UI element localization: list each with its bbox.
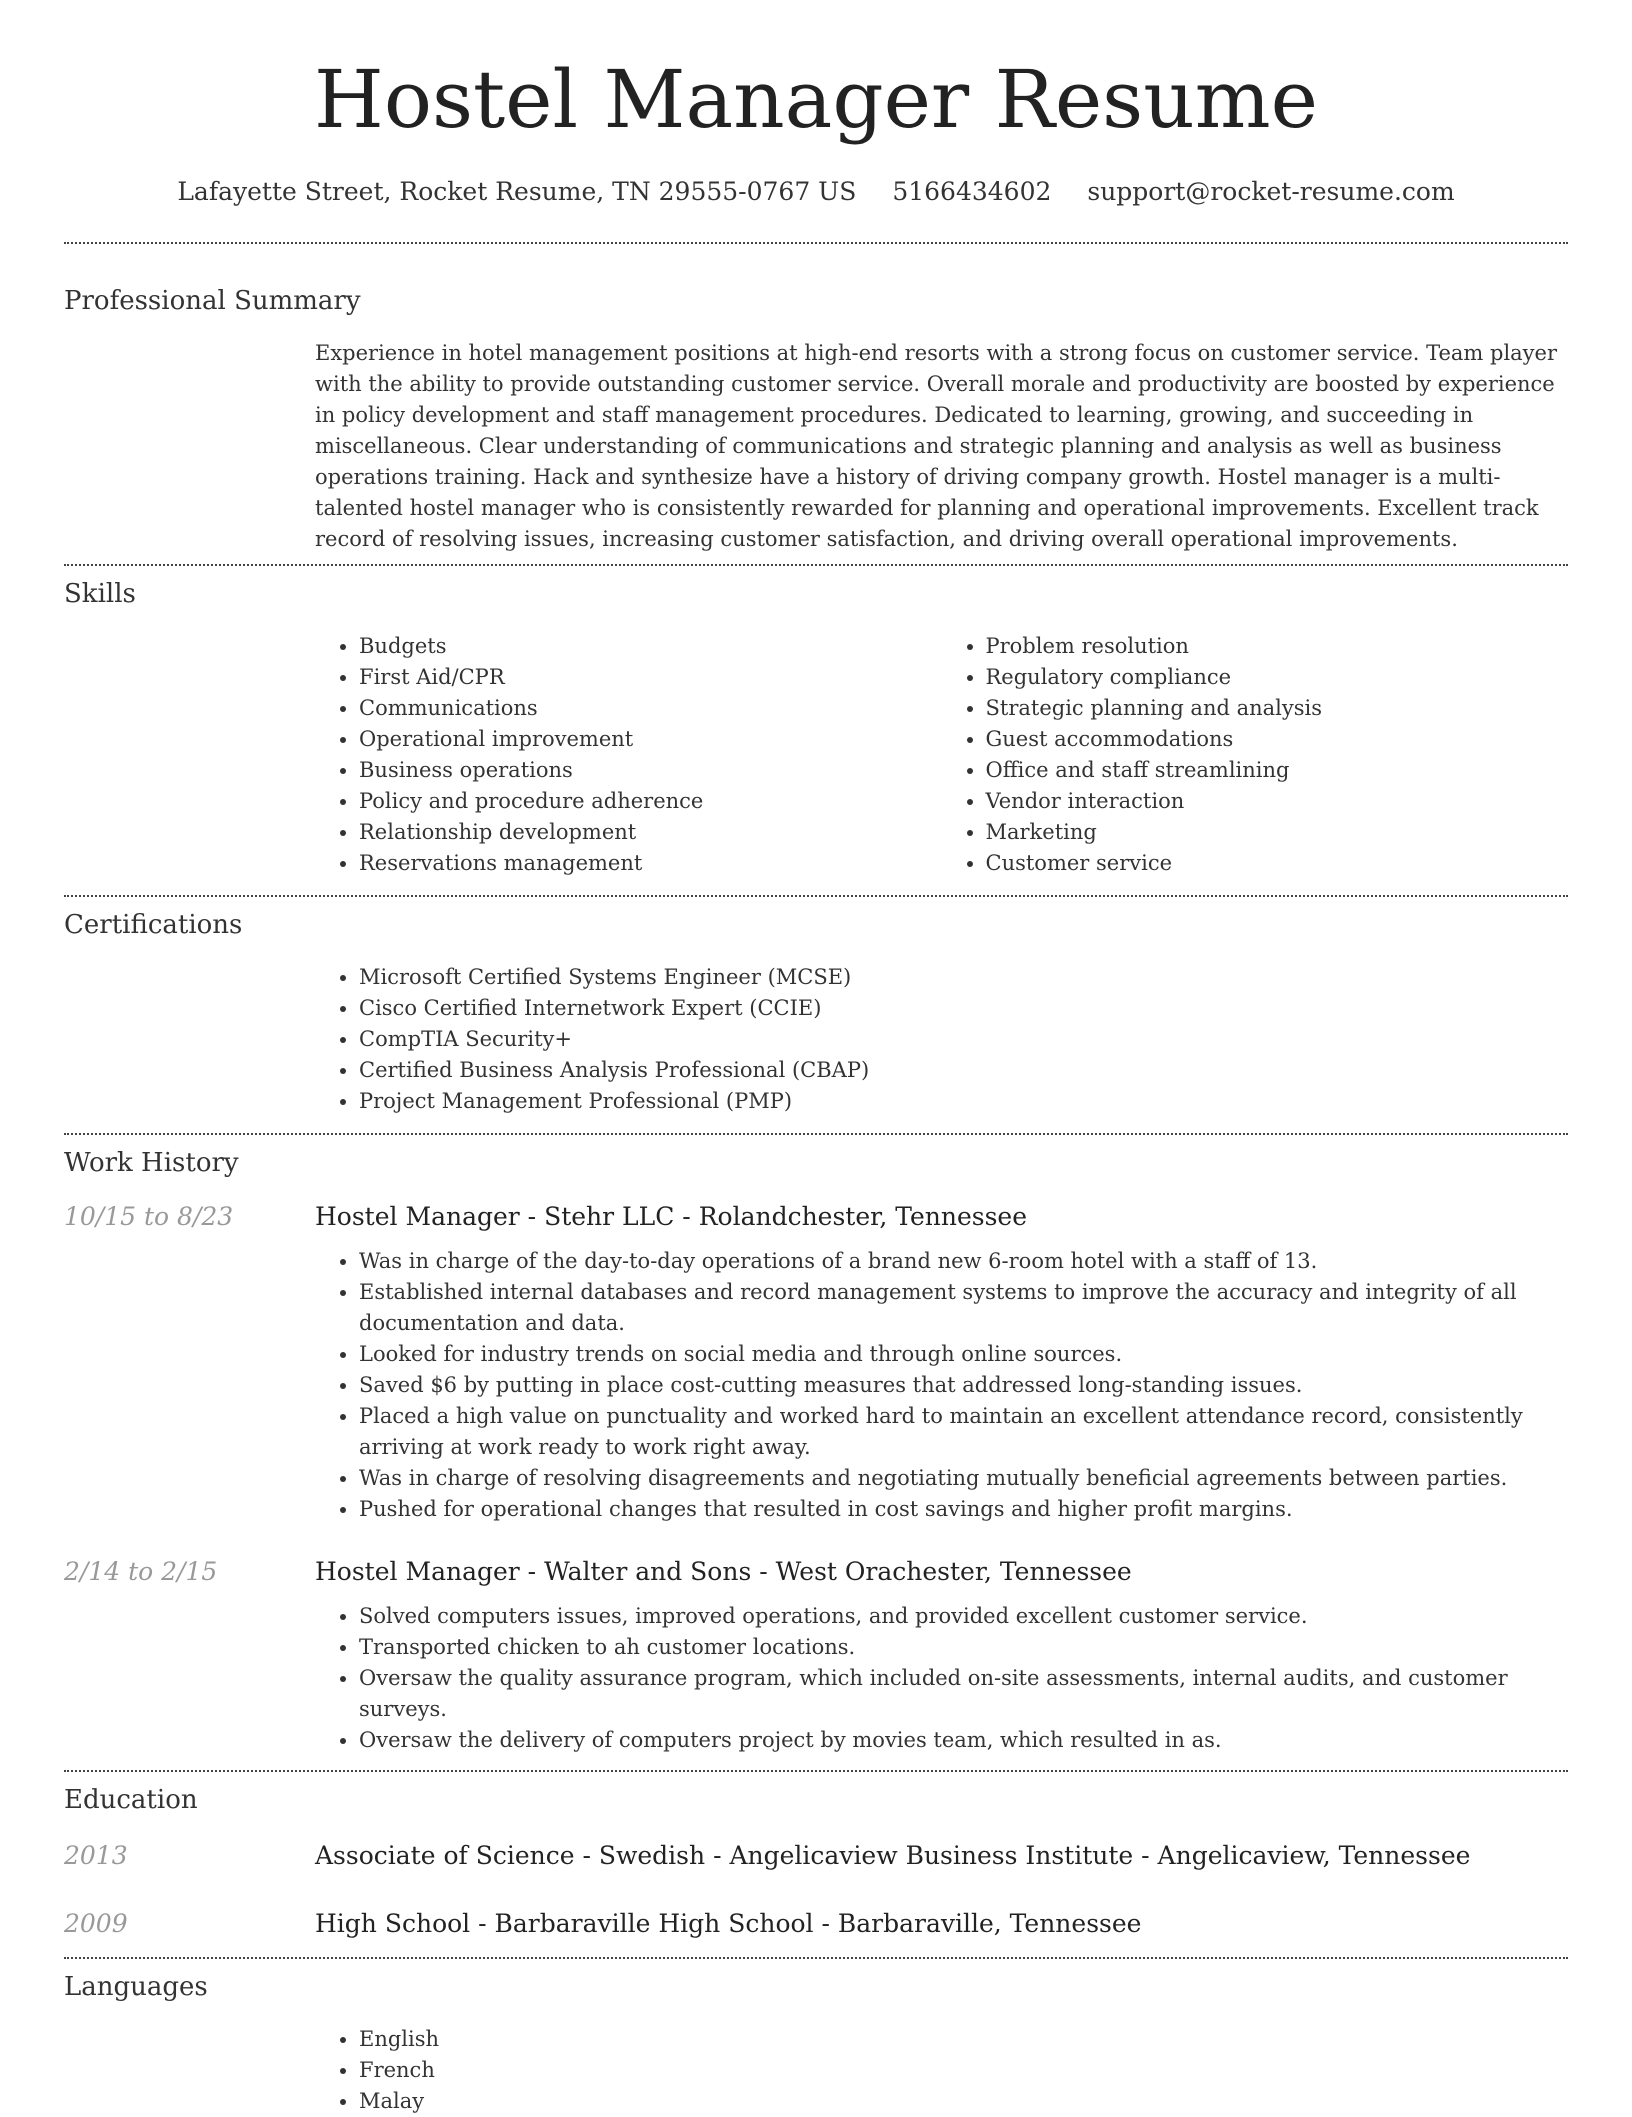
list-item: • Operational improvement <box>359 724 942 755</box>
summary-heading: Professional Summary <box>64 286 361 316</box>
certifications-heading: Certifications <box>64 910 243 940</box>
job-date: 10/15 to 8/23 <box>64 1202 234 1231</box>
contact-address: Lafayette Street, Rocket Resume, TN 29555-0767 US <box>177 177 857 206</box>
education-date: 2013 <box>64 1841 128 1870</box>
job-bullets <box>315 1246 1568 1525</box>
languages-section <box>64 1970 1568 2117</box>
certifications-section <box>64 908 1568 1117</box>
list-item: • Vendor interaction <box>986 786 1569 817</box>
languages-heading: Languages <box>64 1972 208 2002</box>
education-degree: High School <box>315 1909 471 1938</box>
education-section <box>64 1783 1568 1941</box>
list-item: • Cisco Certified Internetwork Expert (CCIE) <box>359 993 1568 1024</box>
job-entry <box>64 1555 1568 1756</box>
list-item: • Transported chicken to ah customer locations. <box>359 1632 1568 1663</box>
education-degree: Associate of Science - Swedish <box>315 1841 706 1870</box>
divider <box>64 242 1568 244</box>
list-item: • Solved computers issues, improved operations, and provided excellent customer service. <box>359 1601 1568 1632</box>
list-item: • English <box>359 2024 1568 2055</box>
contact-phone: 5166434602 <box>892 177 1052 206</box>
languages-list <box>315 2024 1568 2117</box>
list-item: • Was in charge of resolving disagreements and negotiating mutually beneficial agreements between parties. <box>359 1463 1568 1494</box>
job-heading: Hostel Manager - Stehr LLC - Rolandchester, Tennessee <box>315 1202 1028 1231</box>
list-item: • Microsoft Certified Systems Engineer (MCSE) <box>359 962 1568 993</box>
list-item: • Regulatory compliance <box>986 662 1569 693</box>
summary-section <box>64 284 1568 555</box>
work-section <box>64 1146 1568 1756</box>
list-item: • Budgets <box>359 631 942 662</box>
list-item: • Problem resolution <box>986 631 1569 662</box>
divider <box>64 1957 1568 1959</box>
skills-section <box>64 577 1568 879</box>
list-item: • Policy and procedure adherence <box>359 786 942 817</box>
education-entry <box>64 1907 1568 1941</box>
job-bullets <box>315 1601 1568 1756</box>
education-entry <box>64 1839 1568 1873</box>
job-entry <box>64 1200 1568 1525</box>
list-item: • Business operations <box>359 755 942 786</box>
list-item: • Guest accommodations <box>986 724 1569 755</box>
list-item: • Placed a high value on punctuality and worked hard to maintain an excellent attendance record, consistently arriving at work ready to work right away. <box>359 1401 1568 1463</box>
list-item: • Malay <box>359 2086 1568 2117</box>
list-item: • Established internal databases and record management systems to improve the accuracy and integrity of all documentation and data. <box>359 1277 1568 1339</box>
contact-email: support@rocket-resume.com <box>1087 177 1455 206</box>
skills-heading: Skills <box>64 579 136 609</box>
list-item: • Certified Business Analysis Professional (CBAP) <box>359 1055 1568 1086</box>
education-details: - Angelicaview Business Institute - Angelicaview, Tennessee <box>705 1841 1471 1870</box>
education-details: - Barbaraville High School - Barbaraville, Tennessee <box>470 1909 1142 1938</box>
list-item: • First Aid/CPR <box>359 662 942 693</box>
divider <box>64 1770 1568 1772</box>
divider <box>64 895 1568 897</box>
list-item: • Project Management Professional (PMP) <box>359 1086 1568 1117</box>
list-item: • Pushed for operational changes that resulted in cost savings and higher profit margins. <box>359 1494 1568 1525</box>
contact-line <box>64 176 1568 208</box>
list-item: • Oversaw the quality assurance program, which included on-site assessments, internal audits, and customer surveys. <box>359 1663 1568 1725</box>
list-item: • CompTIA Security+ <box>359 1024 1568 1055</box>
list-item: • French <box>359 2055 1568 2086</box>
skills-list-left <box>315 631 942 879</box>
job-date: 2/14 to 2/15 <box>64 1557 218 1586</box>
list-item: • Communications <box>359 693 942 724</box>
list-item: • Looked for industry trends on social media and through online sources. <box>359 1339 1568 1370</box>
resume-title: Hostel Manager Resume <box>314 53 1318 146</box>
list-item: • Reservations management <box>359 848 942 879</box>
education-heading: Education <box>64 1785 198 1815</box>
list-item: • Marketing <box>986 817 1569 848</box>
work-heading: Work History <box>64 1148 239 1178</box>
list-item: • Relationship development <box>359 817 942 848</box>
list-item: • Oversaw the delivery of computers project by movies team, which resulted in as. <box>359 1725 1568 1756</box>
job-heading: Hostel Manager - Walter and Sons - West Orachester, Tennessee <box>315 1557 1132 1586</box>
divider <box>64 1133 1568 1135</box>
certifications-list <box>315 962 1568 1117</box>
list-item: • Customer service <box>986 848 1569 879</box>
education-date: 2009 <box>64 1909 128 1938</box>
list-item: • Saved $6 by putting in place cost-cutting measures that addressed long-standing issues. <box>359 1370 1568 1401</box>
summary-text: Experience in hotel management positions at high-end resorts with a strong focus on customer service. Team player with the ability to provide outstanding customer service. Overall morale and productivity are boosted by experience in policy development and staff management procedures. Dedicated to learning, growing, and succeeding in miscellaneous. Clear understanding of communications and strategic planning and analysis as well as business operations training. Hack and synthesize have a history of driving company growth. Hostel manager is a multi-talented hostel manager who is consistently rewarded for planning and operational improvements. Excellent track record of resolving issues, increasing customer satisfaction, and driving overall operational improvements. <box>315 341 1558 551</box>
list-item: • Strategic planning and analysis <box>986 693 1569 724</box>
list-item: • Was in charge of the day-to-day operations of a brand new 6-room hotel with a staff of 13. <box>359 1246 1568 1277</box>
resume-page <box>64 0 1568 2117</box>
divider <box>64 564 1568 566</box>
skills-list-right <box>942 631 1569 879</box>
list-item: • Office and staff streamlining <box>986 755 1569 786</box>
